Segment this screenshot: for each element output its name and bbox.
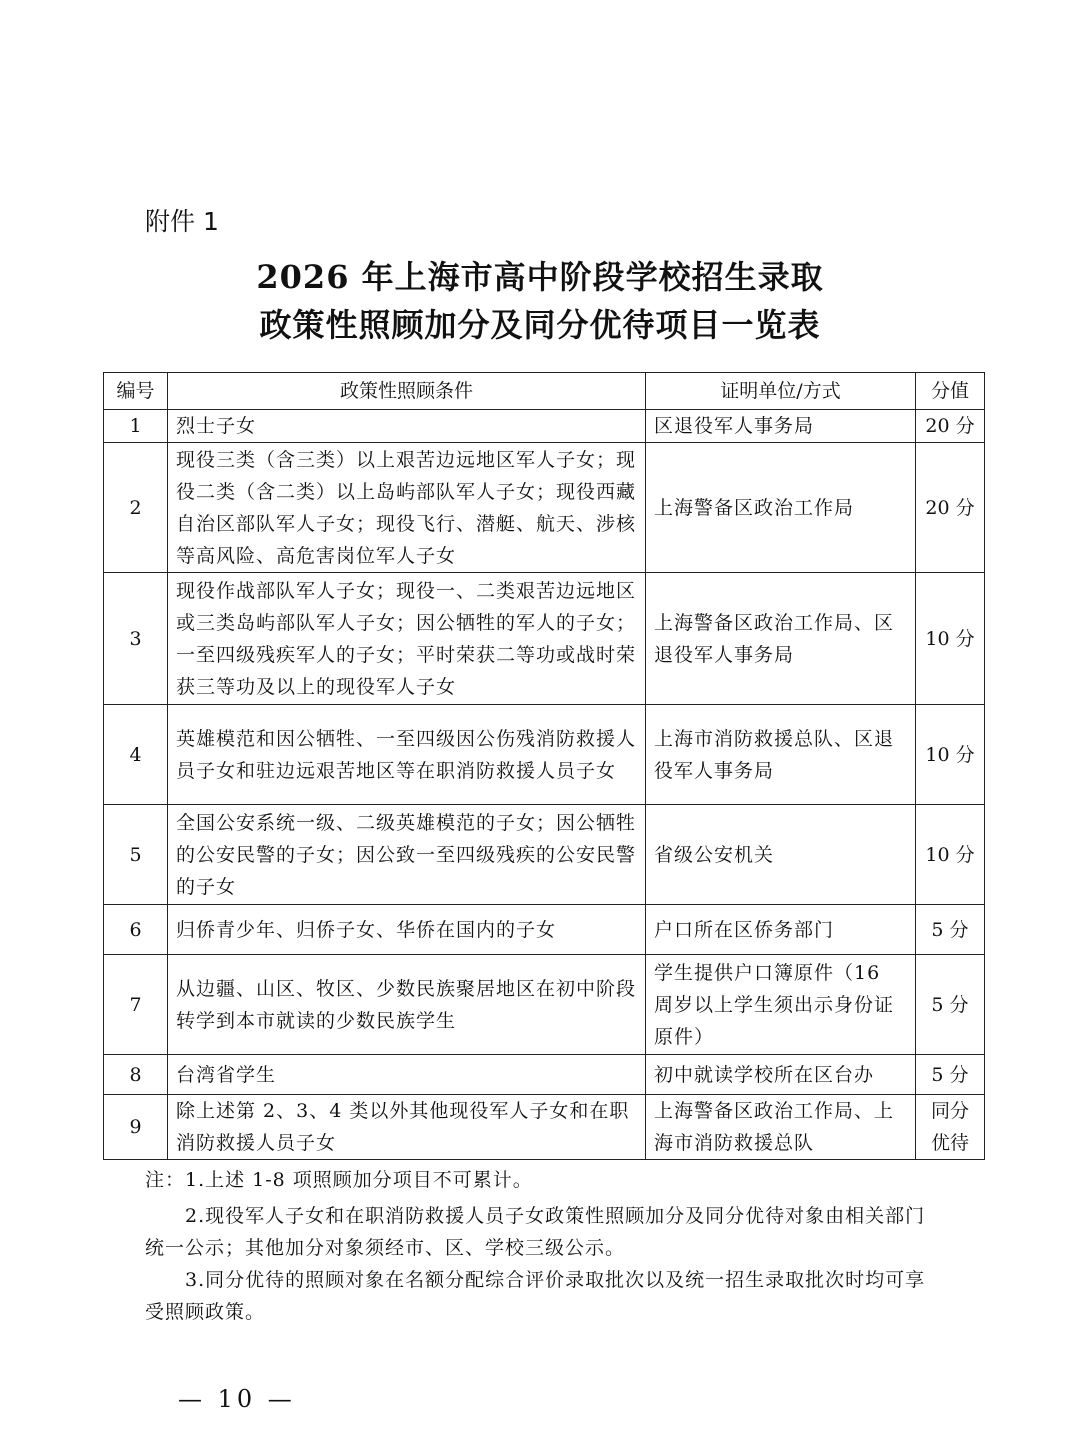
- row-number: 9: [104, 1095, 168, 1160]
- table-row: [104, 410, 985, 443]
- header-score: 分值: [916, 373, 985, 410]
- row-unit: 学生提供户口簿原件（16 周岁以上学生须出示身份证原件）: [646, 955, 916, 1055]
- row-score: 5 分: [916, 905, 985, 955]
- row-condition: 英雄模范和因公牺牲、一至四级因公伤残消防救援人员子女和驻边远艰苦地区等在职消防救援人员子女: [168, 705, 646, 805]
- table-row: [104, 705, 985, 805]
- row-score: 10 分: [916, 573, 985, 705]
- row-condition: 从边疆、山区、牧区、少数民族聚居地区在初中阶段转学到本市就读的少数民族学生: [168, 955, 646, 1055]
- row-number: 7: [104, 955, 168, 1055]
- header-condition: 政策性照顾条件: [168, 373, 646, 410]
- row-number: 2: [104, 443, 168, 573]
- table-row: [104, 955, 985, 1055]
- row-number: 3: [104, 573, 168, 705]
- note-1: 注：1.上述 1-8 项照顾加分项目不可累计。: [145, 1169, 533, 1191]
- page-number: — 10 —: [178, 1385, 296, 1413]
- row-condition: 台湾省学生: [168, 1055, 646, 1095]
- row-score: 20 分: [916, 410, 985, 443]
- row-number: 4: [104, 705, 168, 805]
- table-row: [104, 573, 985, 705]
- document-title-line-2: 政策性照顾加分及同分优待项目一览表: [259, 306, 821, 344]
- row-unit: 上海警备区政治工作局、区退役军人事务局: [646, 573, 916, 705]
- row-number: 5: [104, 805, 168, 905]
- row-unit: 户口所在区侨务部门: [646, 905, 916, 955]
- row-condition: 归侨青少年、归侨子女、华侨在国内的子女: [168, 905, 646, 955]
- row-condition: 烈士子女: [168, 410, 646, 443]
- row-unit: 上海警备区政治工作局、上海市消防救援总队: [646, 1095, 916, 1160]
- policy-table: [103, 372, 985, 1160]
- note-3: 3.同分优待的照顾对象在名额分配综合评价录取批次以及统一招生录取批次时均可享受照顾政策。: [145, 1269, 926, 1323]
- note-2: 2.现役军人子女和在职消防救援人员子女政策性照顾加分及同分优待对象由相关部门统一公示；其他加分对象须经市、区、学校三级公示。: [145, 1205, 926, 1259]
- row-unit: 上海市消防救援总队、区退役军人事务局: [646, 705, 916, 805]
- row-score: 同分优待: [916, 1095, 985, 1160]
- row-score: 5 分: [916, 955, 985, 1055]
- row-condition: 现役三类（含三类）以上艰苦边远地区军人子女；现役二类（含二类）以上岛屿部队军人子女；现役西藏自治区部队军人子女；现役飞行、潜艇、航天、涉核等高风险、高危害岗位军人子女: [168, 443, 646, 573]
- row-number: 8: [104, 1055, 168, 1095]
- header-number: 编号: [104, 373, 168, 410]
- row-number: 1: [104, 410, 168, 443]
- header-unit: 证明单位/方式: [646, 373, 916, 410]
- row-score: 10 分: [916, 805, 985, 905]
- row-unit: 省级公安机关: [646, 805, 916, 905]
- attachment-label: 附件 1: [145, 207, 219, 236]
- table-header-row: [104, 373, 985, 410]
- table-row: [104, 1055, 985, 1095]
- notes-section: [145, 1164, 945, 1328]
- table-row: [104, 443, 985, 573]
- table-row: [104, 905, 985, 955]
- row-condition: 除上述第 2、3、4 类以外其他现役军人子女和在职消防救援人员子女: [168, 1095, 646, 1160]
- row-score: 5 分: [916, 1055, 985, 1095]
- row-condition: 现役作战部队军人子女；现役一、二类艰苦边远地区或三类岛屿部队军人子女；因公牺牲的军人的子女；一至四级残疾军人的子女；平时荣获二等功或战时荣获三等功及以上的现役军人子女: [168, 573, 646, 705]
- row-unit: 上海警备区政治工作局: [646, 443, 916, 573]
- row-number: 6: [104, 905, 168, 955]
- row-unit: 区退役军人事务局: [646, 410, 916, 443]
- row-unit: 初中就读学校所在区台办: [646, 1055, 916, 1095]
- row-score: 20 分: [916, 443, 985, 573]
- document-title-line-1: 2026 年上海市高中阶段学校招生录取: [256, 258, 824, 296]
- table-row: [104, 805, 985, 905]
- row-condition: 全国公安系统一级、二级英雄模范的子女；因公牺牲的公安民警的子女；因公致一至四级残疾的公安民警的子女: [168, 805, 646, 905]
- row-score: 10 分: [916, 705, 985, 805]
- table-row: [104, 1095, 985, 1160]
